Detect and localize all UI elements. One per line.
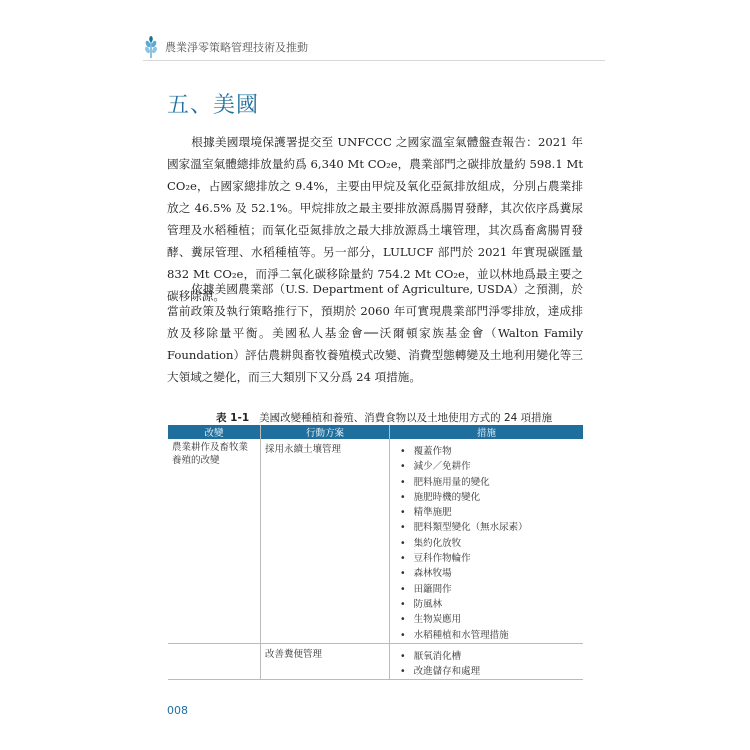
table-row (168, 439, 583, 643)
table-caption (216, 410, 552, 425)
section-title: 五、美國 (167, 93, 260, 118)
list-item: • 防風林 (400, 597, 579, 612)
paragraph-2-text: 依據美國農業部（U.S. Department of Agriculture, USDA）之預測，於當前政策及執行策略推行下，預期於 2060 年可實現農業部門淨零排放，達成排放及移除量平衡。美國私人基金會──沃爾頓家族基金會（Walton Family Foundation）評估農耕與畜牧養殖模式改變、消費型態轉變及土地利用變化等三大領域之變化，而三大類別下又分爲 24 項措施。 (167, 282, 583, 384)
list-item: • 生物炭應用 (400, 612, 579, 627)
list-item: • 覆蓋作物 (400, 444, 579, 459)
list-item: • 水稻種植和水管理措施 (400, 628, 579, 643)
paragraph-1-text: 根據美國環境保護署提交至 UNFCCC 之國家溫室氣體盤查報告：2021 年國家溫室氣體總排放量約爲 6,340 Mt CO₂e，農業部門之碳排放量約 598.1 Mt CO₂e，占國家總排放之 9.4%，主要由甲烷及氧化亞氮排放組成，分別占農業排放之 46.5% 及 52.1%。甲烷排放之最主要排放源爲腸胃發酵，其次依序爲糞尿管理及水稻種植；而氧化亞氮排放之最大排放源爲土壤管理，其次爲畜禽腸胃發酵、糞尿管理、水稻種植等。另一部分，LULUCF 部門於 2021 年實現碳匯量 832 Mt CO₂e，而淨二氧化碳移除量約 754.2 Mt CO₂e，並以林地爲最主要之碳移除源。 (167, 135, 583, 303)
paragraph-2 (167, 278, 583, 388)
list-item: • 厭氧消化槽 (400, 649, 579, 664)
table-row (168, 643, 583, 680)
list-item: • 施肥時機的變化 (400, 490, 579, 505)
list-item: • 肥料施用量的變化 (400, 475, 579, 490)
measures-list (394, 441, 579, 643)
measures-list (394, 646, 579, 680)
running-title: 農業淨零策略管理技術及推動 (165, 41, 308, 54)
header-measures: 措施 (390, 425, 584, 439)
list-item: • 田籬間作 (400, 582, 579, 597)
header-divider (143, 60, 605, 61)
list-item: • 肥料類型變化（無水尿素） (400, 520, 579, 535)
list-item: • 精準施肥 (400, 505, 579, 520)
measures-table (168, 425, 583, 680)
cell-change (168, 643, 261, 680)
page-number: 008 (167, 704, 188, 717)
rice-plant-icon (143, 36, 159, 58)
list-item: • 森林牧場 (400, 566, 579, 581)
header-action: 行動方案 (261, 425, 390, 439)
cell-action: 改善糞便管理 (261, 643, 390, 680)
list-item: • 減少／免耕作 (400, 459, 579, 474)
cell-measures (390, 439, 584, 643)
cell-measures (390, 643, 584, 680)
cell-change: 農業耕作及畜牧業養殖的改變 (168, 439, 261, 643)
header-change: 改變 (168, 425, 261, 439)
running-header (143, 35, 308, 59)
table-caption-label: 表 1-1 (216, 412, 250, 424)
table-caption-text: 美國改變種植和養殖、消費食物以及土地使用方式的 24 項措施 (259, 412, 553, 424)
list-item: • 改進儲存和處理 (400, 664, 579, 679)
list-item: • 豆科作物輪作 (400, 551, 579, 566)
cell-action: 採用永續土壤管理 (261, 439, 390, 643)
table-header-row (168, 425, 583, 439)
list-item: • 集約化放牧 (400, 536, 579, 551)
